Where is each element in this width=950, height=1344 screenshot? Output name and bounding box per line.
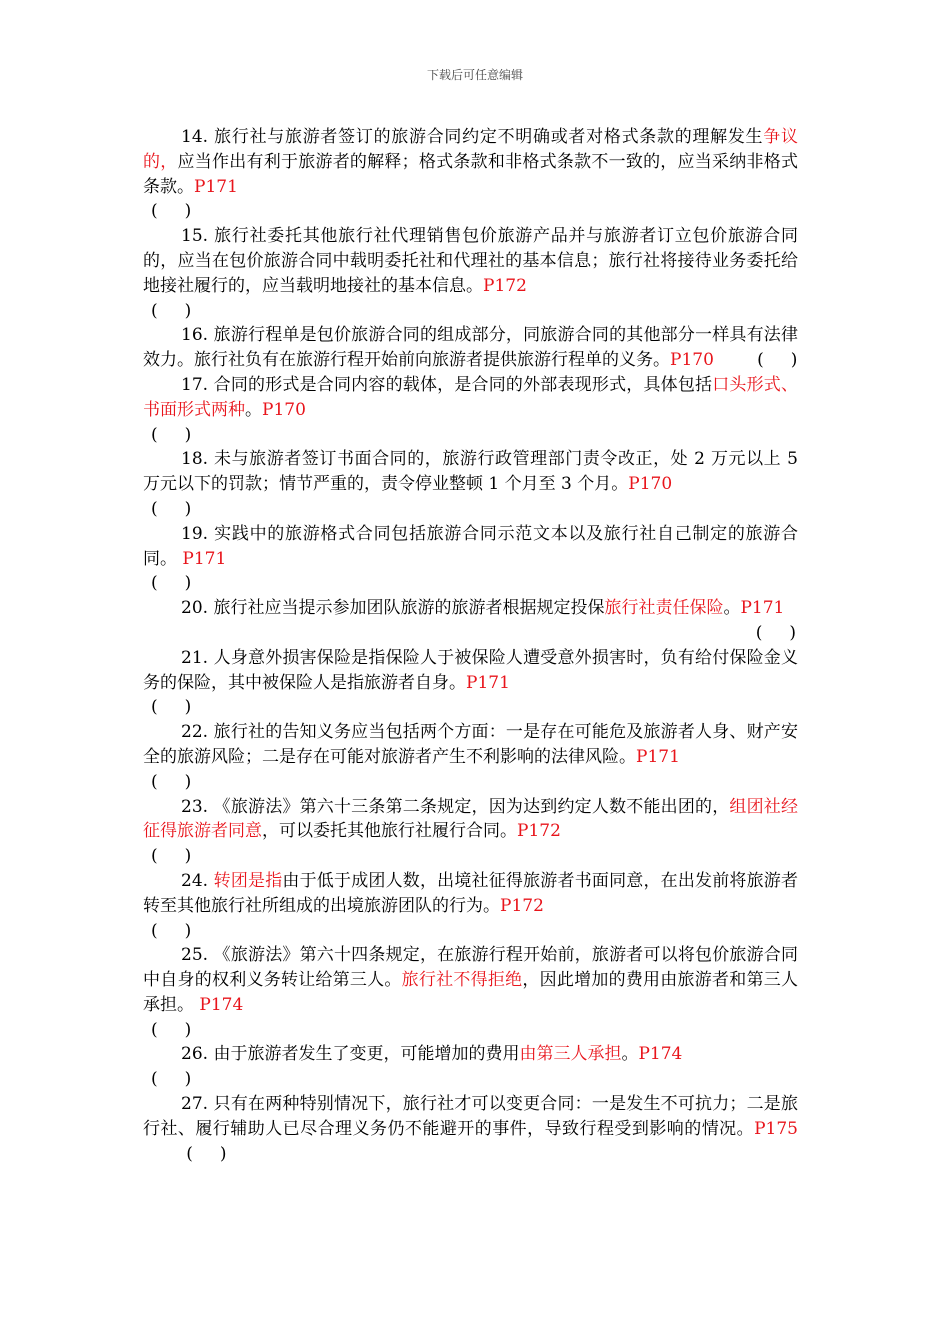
question-item	[143, 646, 798, 720]
answer-blank[interactable]: ( )	[151, 573, 192, 594]
statement-text: 。	[621, 1044, 639, 1065]
statement-text: 实践中的旅游格式合同包括旅游合同示范文本以及旅行社自己制定的旅游合同。	[143, 523, 798, 569]
question-text	[143, 224, 798, 298]
question-number: 19.	[181, 523, 215, 544]
question-number: 14.	[181, 127, 215, 147]
question-item	[143, 447, 798, 521]
answer-blank[interactable]: ( )	[151, 300, 192, 321]
page-reference: P171	[740, 598, 785, 619]
statement-text: 旅行社应当提示参加团队旅游的旅游者根据规定投保	[213, 598, 605, 619]
question-text	[143, 125, 798, 199]
question-item	[143, 943, 798, 1042]
question-number: 26.	[181, 1044, 214, 1065]
highlighted-text: 口头形式、书面形式两种	[143, 374, 799, 420]
page-reference: P172	[500, 895, 544, 916]
statement-text: 。	[723, 598, 741, 619]
page-reference: P172	[517, 821, 561, 842]
answer-blank[interactable]: ( )	[151, 846, 192, 867]
statement-text: 应当作出有利于旅游者的解释；格式条款和非格式条款不一致的，应当采纳非格式条款。	[143, 151, 799, 197]
answer-blank[interactable]: ( )	[151, 201, 192, 222]
page-header: 下载后可任意编辑	[426, 68, 523, 82]
answer-blank[interactable]: ( )	[151, 424, 192, 445]
statement-text: 合同的形式是合同内容的载体，是合同的外部表现形式，具体包括	[213, 374, 713, 395]
statement-text: 人身意外损害保险是指保险人于被保险人遭受意外损害时，负有给付保险金义务的保险，其中被保险人是指旅游者自身。	[143, 647, 798, 693]
answer-blank[interactable]: ( )	[143, 1143, 227, 1164]
answer-blank[interactable]: ( )	[151, 920, 192, 941]
question-text	[143, 795, 798, 845]
highlighted-text: 转团是指	[213, 870, 283, 891]
question-text	[143, 522, 798, 572]
question-text	[143, 869, 798, 919]
answer-blank[interactable]: ( )	[151, 1069, 192, 1090]
page-reference: P170	[670, 350, 714, 371]
question-number: 17.	[181, 374, 214, 395]
question-number: 18.	[181, 449, 215, 470]
highlighted-text: 组团社经征得旅游者同意	[143, 796, 798, 842]
page-reference: P170	[262, 399, 306, 420]
statement-text: 未与旅游者签订书面合同的，旅游行政管理部门责令改正，处 2 万元以上 5 万元以下的罚款；情节严重的，责令停业整顿 1 个月至 3 个月。	[143, 449, 798, 495]
statement-text: 《旅游法》第六十四条规定，在旅游行程开始前，旅游者可以将包价旅游合同中自身的权利义务转让给第三人。	[143, 945, 798, 991]
highlighted-text: 旅行社责任保险	[604, 598, 724, 619]
question-item	[143, 596, 798, 646]
question-text	[143, 596, 798, 621]
question-item	[143, 1042, 798, 1092]
question-number: 25.	[181, 945, 214, 966]
question-number: 23.	[181, 796, 214, 817]
statement-text: ，因此增加的费用由旅游者和第三人承担。	[143, 970, 799, 1015]
page-reference: P171	[466, 672, 510, 693]
question-item	[143, 720, 798, 794]
answer-blank[interactable]: ( )	[151, 771, 192, 792]
statement-text: 只有在两种特别情况下，旅行社才可以变更合同：一是发生不可抗力；二是旅行社、履行辅助人已尽合理义务仍不能避开的事件，导致行程受到影响的情况。	[143, 1094, 798, 1139]
question-text	[143, 720, 798, 770]
statement-text: 由于低于成团人数，出境社征得旅游者书面同意，在出发前将旅游者转至其他旅行社所组成的出境旅游团队的行为。	[143, 870, 799, 916]
statement-text: 旅行社的告知义务应当包括两个方面：一是存在可能危及旅游者人身、财产安全的旅游风险；二是存在可能对旅游者产生不利影响的法律风险。	[143, 722, 798, 767]
highlighted-text: 由第三人承担	[519, 1044, 622, 1065]
question-number: 20.	[181, 598, 214, 619]
question-text	[143, 373, 798, 423]
question-item	[143, 224, 798, 323]
page-reference: P171	[194, 176, 238, 197]
answer-blank[interactable]: ( )	[713, 350, 798, 371]
question-text	[143, 1092, 798, 1166]
question-item	[143, 522, 798, 596]
question-item	[143, 323, 798, 373]
question-list	[143, 125, 798, 1166]
answer-blank[interactable]: ( )	[151, 498, 192, 519]
page-reference: P170	[628, 474, 673, 495]
question-number: 27.	[181, 1094, 214, 1115]
answer-blank[interactable]: ( )	[151, 697, 192, 718]
statement-text: 。	[245, 399, 262, 420]
page-reference: P174	[638, 1044, 683, 1065]
page-reference: P175	[754, 1118, 798, 1139]
page-reference: P172	[483, 275, 527, 296]
statement-text: 旅行社与旅游者签订的旅游合同约定不明确或者对格式条款的理解发生	[214, 127, 764, 147]
question-item	[143, 125, 798, 224]
highlighted-text: 旅行社不得拒绝	[401, 970, 523, 991]
question-number: 16.	[181, 325, 214, 346]
question-item	[143, 869, 798, 943]
statement-text: 旅游行程单是包价旅游合同的组成部分，同旅游合同的其他部分一样具有法律效力。旅行社负有在旅游行程开始前向旅游者提供旅游行程单的义务。	[143, 325, 798, 371]
question-number: 24.	[181, 870, 214, 891]
statement-text: 由于旅游者发生了变更，可能增加的费用	[213, 1044, 520, 1065]
page-reference: P171	[636, 746, 680, 767]
question-text	[143, 323, 798, 373]
answer-blank[interactable]: ( )	[151, 1019, 192, 1040]
question-number: 22.	[181, 722, 214, 743]
statement-text: 《旅游法》第六十三条第二条规定，因为达到约定人数不能出团的，	[213, 796, 730, 817]
question-item	[143, 1092, 798, 1166]
statement-text: ，可以委托其他旅行社履行合同。	[262, 821, 517, 842]
question-number: 15.	[181, 226, 215, 247]
question-item	[143, 795, 798, 869]
question-item	[143, 373, 798, 447]
question-text	[143, 1042, 798, 1067]
page-reference: P174	[199, 994, 244, 1015]
statement-text: 旅行社委托其他旅行社代理销售包价旅游产品并与旅游者订立包价旅游合同的，应当在包价旅游合同中载明委托社和代理社的基本信息；旅行社将接待业务委托给地接社履行的，应当载明地接社的基本信息。	[143, 226, 798, 296]
question-text	[143, 447, 798, 497]
page-reference: P171	[182, 548, 227, 569]
question-text	[143, 943, 798, 1017]
question-number: 21.	[181, 647, 214, 668]
highlighted-text: 争议的，	[143, 127, 798, 172]
question-text	[143, 646, 798, 696]
answer-blank[interactable]: ( )	[755, 622, 796, 643]
